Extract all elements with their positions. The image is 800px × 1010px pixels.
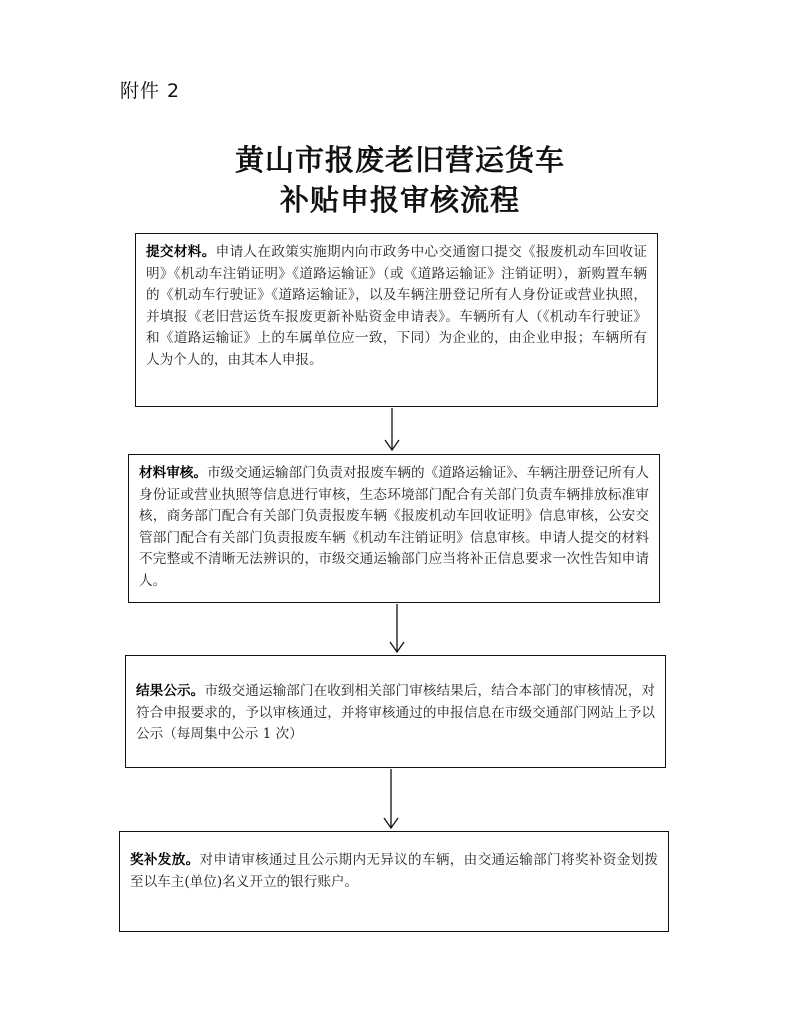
step-subsidy-payment <box>119 831 669 932</box>
step-lead: 结果公示。 <box>136 683 205 699</box>
step-text: 市级交通运输部门在收到相关部门审核结果后，结合本部门的审核情况，对符合申报要求的，予以审核通过，并将审核通过的申报信息在市级交通部门网站上予以公示（每周集中公示 1 次） <box>136 683 656 742</box>
page-title-line1: 黄山市报废老旧营运货车 <box>234 143 565 177</box>
page-title-line2: 补贴申报审核流程 <box>279 183 520 217</box>
step-material-review <box>128 454 660 603</box>
step-text: 申请人在政策实施期内向市政务中心交通窗口提交《报废机动车回收证明》《机动车注销证明》《道路运输证》（或《道路运输证》注销证明），新购置车辆的《机动车行驶证》《道路运输证》，以及车辆注册登记所有人身份证或营业执照，并填报《老旧营运货车报废更新补贴资金申请表》。车辆所有人（《机动车行驶证》和《道路运输证》上的车属单位应一致，下同）为企业的，由企业申报；车辆所有人为个人的，由其本人申报。 <box>146 244 648 368</box>
step-text: 对申请审核通过且公示期内无异议的车辆，由交通运输部门将奖补资金划拨至以车主(单位)名义开立的银行账户。 <box>130 852 658 890</box>
step-lead: 提交材料。 <box>146 244 216 260</box>
step-lead: 奖补发放。 <box>130 852 200 868</box>
step-submit-materials <box>135 233 658 407</box>
attachment-label: 附件 2 <box>120 80 181 102</box>
arrow-down-icon <box>382 408 402 452</box>
arrow-down-icon <box>381 769 401 830</box>
step-result-publicity <box>125 655 666 768</box>
arrow-down-icon <box>387 604 407 654</box>
step-lead: 材料审核。 <box>139 465 208 481</box>
step-text: 市级交通运输部门负责对报废车辆的《道路运输证》、车辆注册登记所有人身份证或营业执照等信息进行审核，生态环境部门配合有关部门负责车辆排放标准审核，商务部门配合有关部门负责报废车辆《报废机动车回收证明》信息审核，公安交管部门配合有关部门负责报废车辆《机动车注销证明》信息审核。申请人提交的材料不完整或不清晰无法辨识的，市级交通运输部门应当将补正信息要求一次性告知申请人。 <box>139 465 650 589</box>
